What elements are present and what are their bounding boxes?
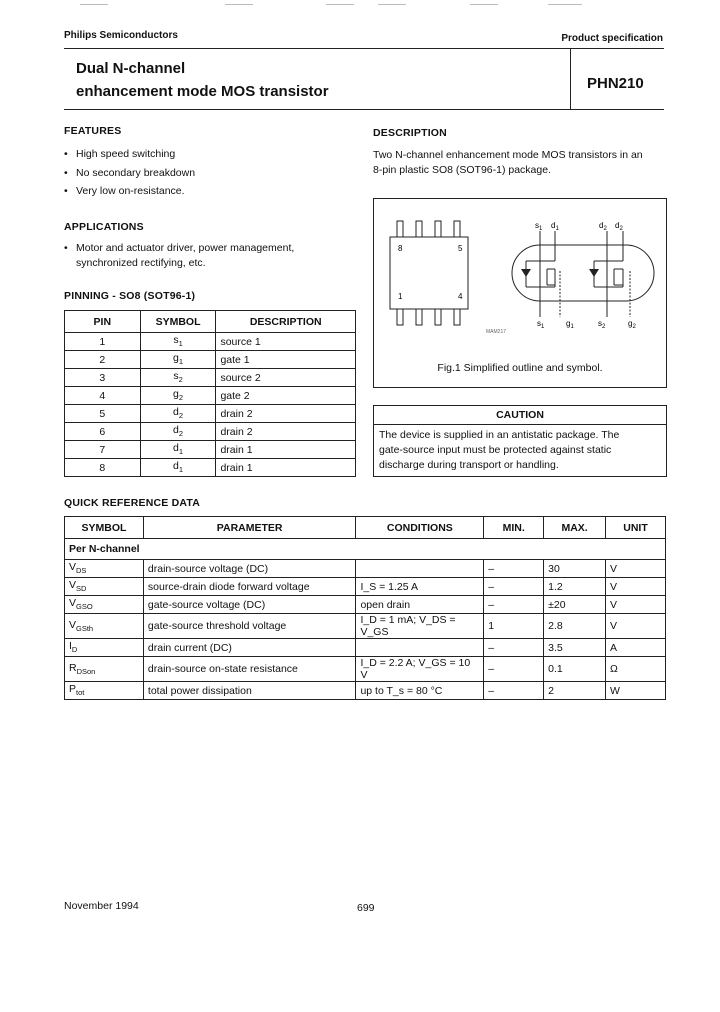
quick-ref-heading: QUICK REFERENCE DATA bbox=[64, 497, 201, 509]
caution-text bbox=[374, 425, 666, 473]
param-max: 3.5 bbox=[544, 639, 606, 657]
pin-symbol: $g_1$ bbox=[140, 351, 216, 369]
param-max: 1.2 bbox=[544, 578, 606, 596]
pkg-pin4-label: 4 bbox=[458, 292, 463, 301]
param-min: – bbox=[484, 578, 544, 596]
quick-ref-table bbox=[64, 516, 666, 700]
footer-date: November 1994 bbox=[64, 900, 139, 912]
figure-code: MAM217 bbox=[486, 329, 507, 335]
col-header: PIN bbox=[65, 311, 141, 333]
param-unit: A bbox=[606, 639, 666, 657]
pin-number: 8 bbox=[65, 459, 141, 477]
figure-box bbox=[373, 198, 667, 388]
param-name: gate-source threshold voltage bbox=[143, 614, 356, 639]
part-number: PHN210 bbox=[587, 75, 644, 92]
table-row bbox=[65, 639, 666, 657]
param-unit: Ω bbox=[606, 657, 666, 682]
label-s: $s_2$ bbox=[598, 319, 606, 330]
param-conditions bbox=[356, 560, 484, 578]
col-header: CONDITIONS bbox=[356, 517, 484, 539]
pin-symbol: $d_2$ bbox=[140, 405, 216, 423]
pkg-pin1-label: 1 bbox=[398, 292, 403, 301]
table-row bbox=[65, 578, 666, 596]
col-header: PARAMETER bbox=[143, 517, 356, 539]
table-row bbox=[65, 596, 666, 614]
features-heading: FEATURES bbox=[64, 125, 122, 137]
transistor-symbol bbox=[512, 231, 654, 317]
title-line2: enhancement mode MOS transistor bbox=[76, 83, 329, 100]
table-row bbox=[65, 333, 356, 351]
pin-symbol: $s_2$ bbox=[140, 369, 216, 387]
figure-caption: Fig.1 Simplified outline and symbol. bbox=[437, 362, 603, 374]
col-header: UNIT bbox=[606, 517, 666, 539]
pin-description: gate 2 bbox=[216, 387, 356, 405]
pin-number: 7 bbox=[65, 441, 141, 459]
pin-number: 4 bbox=[65, 387, 141, 405]
param-max: ±20 bbox=[544, 596, 606, 614]
applications-line1: Motor and actuator driver, power management, bbox=[76, 242, 295, 254]
diode-1-icon bbox=[521, 269, 531, 277]
col-header: MAX. bbox=[544, 517, 606, 539]
caution-box bbox=[373, 405, 667, 477]
table-row bbox=[65, 405, 356, 423]
param-max: 30 bbox=[544, 560, 606, 578]
param-unit: V bbox=[606, 614, 666, 639]
table-row bbox=[65, 351, 356, 369]
symbol-labels bbox=[535, 221, 636, 330]
table-row bbox=[65, 657, 666, 682]
caution-heading: CAUTION bbox=[374, 406, 666, 425]
pin-symbol: $s_1$ bbox=[140, 333, 216, 351]
pin-number: 6 bbox=[65, 423, 141, 441]
table-row bbox=[65, 369, 356, 387]
param-name: gate-source voltage (DC) bbox=[143, 596, 356, 614]
quick-ref-body bbox=[65, 560, 666, 700]
param-name: drain-source on-state resistance bbox=[143, 657, 356, 682]
param-name: drain current (DC) bbox=[143, 639, 356, 657]
page-number: 699 bbox=[357, 902, 375, 914]
pin-number: 2 bbox=[65, 351, 141, 369]
pin-symbol: $d_2$ bbox=[140, 423, 216, 441]
label-d: $d_2$ bbox=[599, 221, 607, 232]
param-min: 1 bbox=[484, 614, 544, 639]
table-row bbox=[65, 423, 356, 441]
param-max: 2 bbox=[544, 682, 606, 700]
diode-2-icon bbox=[589, 269, 599, 277]
description-line1: Two N-channel enhancement mode MOS transistors in an bbox=[373, 149, 643, 161]
param-conditions: open drain bbox=[356, 596, 484, 614]
pkg-pin8-label: 8 bbox=[398, 244, 403, 253]
description-heading: DESCRIPTION bbox=[373, 127, 447, 139]
figure-drawing bbox=[374, 199, 666, 387]
param-min: – bbox=[484, 596, 544, 614]
col-header: MIN. bbox=[484, 517, 544, 539]
param-name: drain-source voltage (DC) bbox=[143, 560, 356, 578]
pin-number: 1 bbox=[65, 333, 141, 351]
param-symbol: $V_{GSO}$ bbox=[65, 596, 144, 614]
pinning-table bbox=[64, 310, 356, 477]
param-symbol: $V_{SD}$ bbox=[65, 578, 144, 596]
param-symbol: $V_{GSth}$ bbox=[65, 614, 144, 639]
label-s: $s_1$ bbox=[535, 221, 543, 232]
param-symbol: $I_D$ bbox=[65, 639, 144, 657]
param-conditions: I_D = 1 mA; V_DS = V_GS bbox=[356, 614, 484, 639]
col-header: DESCRIPTION bbox=[216, 311, 356, 333]
param-conditions: I_S = 1.25 A bbox=[356, 578, 484, 596]
list-item: • High speed switching bbox=[64, 145, 344, 164]
param-symbol: $V_{DS}$ bbox=[65, 560, 144, 578]
doc-type: Product specification bbox=[561, 33, 663, 44]
pin-symbol: $d_1$ bbox=[140, 459, 216, 477]
pin-description: source 2 bbox=[216, 369, 356, 387]
param-conditions bbox=[356, 639, 484, 657]
param-symbol: $P_{tot}$ bbox=[65, 682, 144, 700]
pin-symbol: $g_2$ bbox=[140, 387, 216, 405]
package-outline bbox=[390, 221, 468, 325]
param-min: – bbox=[484, 682, 544, 700]
param-min: – bbox=[484, 560, 544, 578]
description-text bbox=[373, 148, 643, 178]
table-row bbox=[65, 459, 356, 477]
table-row bbox=[65, 387, 356, 405]
applications-heading: APPLICATIONS bbox=[64, 221, 144, 233]
col-header: SYMBOL bbox=[140, 311, 216, 333]
pin-description: drain 2 bbox=[216, 423, 356, 441]
param-unit: V bbox=[606, 578, 666, 596]
pinning-body bbox=[65, 333, 356, 477]
company-name: Philips Semiconductors bbox=[64, 30, 178, 41]
pinning-heading: PINNING - SO8 (SOT96-1) bbox=[64, 290, 196, 302]
list-item: • No secondary breakdown bbox=[64, 164, 344, 183]
title-rule bbox=[64, 109, 664, 110]
list-item: • Very low on-resistance. bbox=[64, 182, 344, 201]
title-line1: Dual N-channel bbox=[76, 60, 186, 77]
caution-line3: discharge during transport or handling. bbox=[379, 459, 559, 471]
param-symbol: $R_{DSon}$ bbox=[65, 657, 144, 682]
table-row bbox=[65, 441, 356, 459]
header-divider bbox=[570, 48, 571, 110]
table-row bbox=[65, 560, 666, 578]
group-row: Per N-channel bbox=[65, 539, 666, 560]
param-max: 0.1 bbox=[544, 657, 606, 682]
pin-description: gate 1 bbox=[216, 351, 356, 369]
label-g: $g_2$ bbox=[628, 319, 636, 330]
param-name: source-drain diode forward voltage bbox=[143, 578, 356, 596]
table-row bbox=[65, 682, 666, 700]
param-unit: W bbox=[606, 682, 666, 700]
param-conditions: up to T_s = 80 °C bbox=[356, 682, 484, 700]
pin-number: 3 bbox=[65, 369, 141, 387]
label-s: $s_1$ bbox=[537, 319, 545, 330]
applications-line2: synchronized rectifying, etc. bbox=[76, 257, 206, 269]
col-header: SYMBOL bbox=[65, 517, 144, 539]
pin-number: 5 bbox=[65, 405, 141, 423]
param-max: 2.8 bbox=[544, 614, 606, 639]
description-line2: 8-pin plastic SO8 (SOT96-1) package. bbox=[373, 164, 551, 176]
features-list bbox=[64, 145, 344, 201]
param-min: – bbox=[484, 657, 544, 682]
header-rule bbox=[64, 48, 664, 49]
caution-line2: gate-source input must be protected against static bbox=[379, 444, 612, 456]
param-conditions: I_D = 2.2 A; V_GS = 10 V bbox=[356, 657, 484, 682]
pin-description: source 1 bbox=[216, 333, 356, 351]
label-d: $d_1$ bbox=[551, 221, 559, 232]
param-unit: V bbox=[606, 596, 666, 614]
param-unit: V bbox=[606, 560, 666, 578]
applications-item: • Motor and actuator driver, power management, synchronized rectifying, etc. bbox=[64, 242, 295, 269]
param-min: – bbox=[484, 639, 544, 657]
caution-line1: The device is supplied in an antistatic package. The bbox=[379, 429, 620, 441]
label-g: $g_1$ bbox=[566, 319, 574, 330]
label-d: $d_2$ bbox=[615, 221, 623, 232]
param-name: total power dissipation bbox=[143, 682, 356, 700]
pkg-pin5-label: 5 bbox=[458, 244, 463, 253]
pin-symbol: $d_1$ bbox=[140, 441, 216, 459]
pin-description: drain 1 bbox=[216, 459, 356, 477]
table-row bbox=[65, 614, 666, 639]
pin-description: drain 2 bbox=[216, 405, 356, 423]
pin-description: drain 1 bbox=[216, 441, 356, 459]
